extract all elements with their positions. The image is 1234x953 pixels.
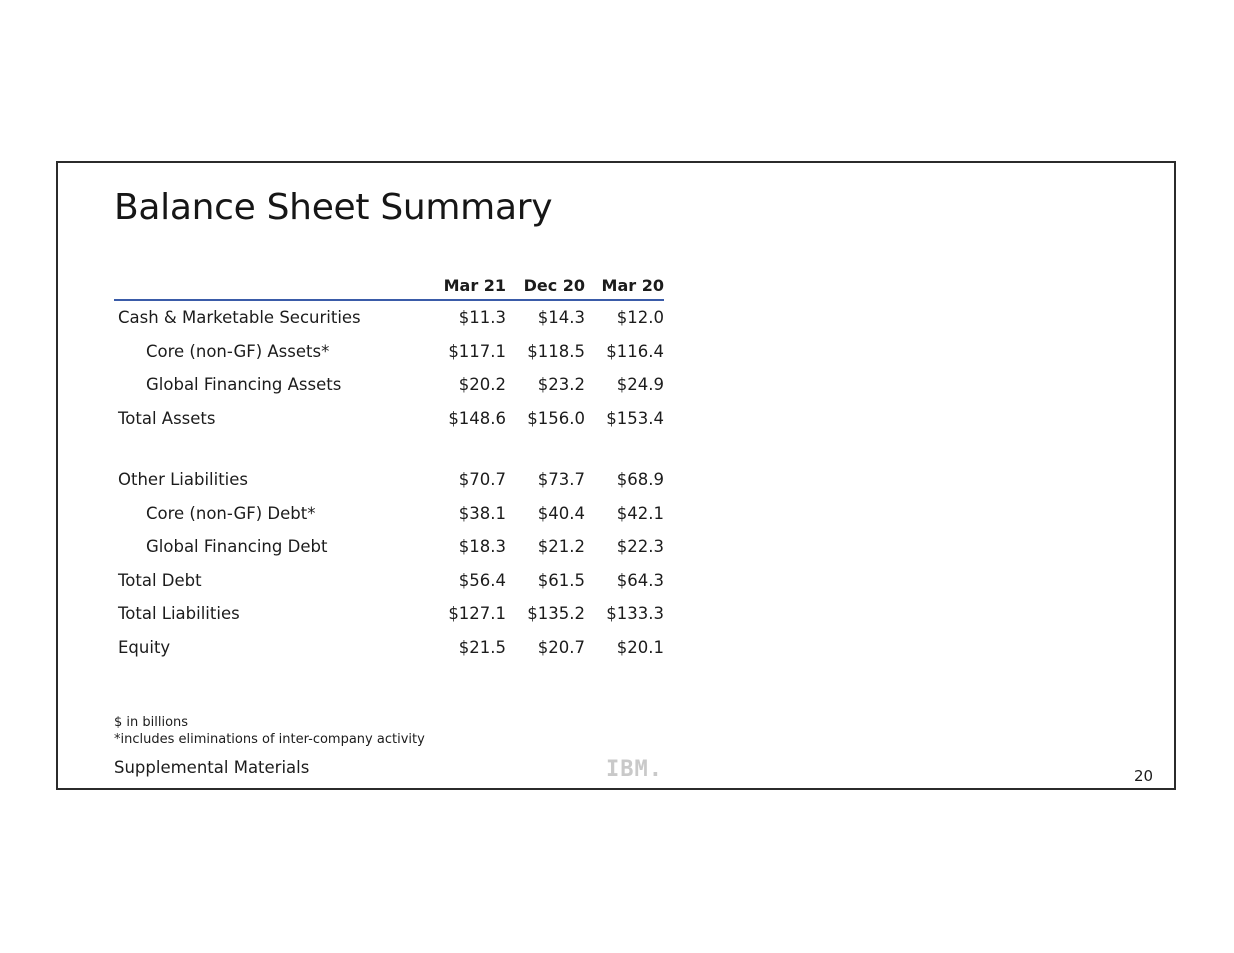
footnote-units: $ in billions [114,715,189,730]
cell-value: $42.1 [616,503,664,523]
cell-value: $11.3 [458,308,507,328]
balance-sheet-table [114,273,664,664]
table-row [114,497,664,531]
row-label-header [114,273,427,300]
column-header-dec20: Dec 20 [506,273,585,300]
cell-value: $156.0 [527,408,586,428]
cell-value: $18.3 [458,537,507,557]
table-row [114,402,664,436]
row-label: Total Liabilities [118,604,240,624]
row-label: Other Liabilities [118,470,249,490]
cell-value: $22.3 [616,537,664,557]
cell-value: $73.7 [537,470,586,490]
cell-value: $24.9 [616,375,664,395]
cell-value: $61.5 [537,570,586,590]
table-row [114,463,664,497]
cell-value: $38.1 [458,503,507,523]
cell-value: $68.9 [616,470,664,490]
row-label: Global Financing Assets [146,375,342,395]
cell-value: $118.5 [527,341,586,361]
cell-value: $56.4 [458,570,507,590]
cell-value: $20.2 [458,375,507,395]
cell-value: $127.1 [448,604,507,624]
footnote-eliminations: *includes eliminations of inter-company activity [114,732,425,747]
table-header-row [114,273,664,300]
cell-value: $135.2 [527,604,586,624]
slide-title: Balance Sheet Summary [114,187,553,228]
cell-value: $64.3 [616,570,664,590]
cell-value: $153.4 [606,408,664,428]
footnotes [114,714,425,748]
cell-value: $40.4 [537,503,586,523]
table-row [114,368,664,402]
table-row [114,631,664,665]
cell-value: $116.4 [606,341,664,361]
cell-value: $20.7 [537,637,586,657]
table-row [114,564,664,598]
cell-value: $12.0 [616,308,664,328]
cell-value: $14.3 [537,308,586,328]
row-label: Total Debt [118,570,202,590]
row-label: Total Assets [118,408,216,428]
ibm-logo: IBM. [606,757,663,782]
row-label: Cash & Marketable Securities [118,308,361,328]
cell-value: $148.6 [448,408,507,428]
cell-value: $23.2 [537,375,586,395]
column-header-mar20: Mar 20 [585,273,664,300]
table-spacer-row [114,435,664,463]
row-label: Core (non-GF) Assets* [146,341,330,361]
page-number: 20 [1134,767,1154,785]
cell-value: $20.1 [616,637,664,657]
table-row [114,597,664,631]
row-label: Equity [118,637,171,657]
table-row [114,300,664,335]
cell-value: $133.3 [606,604,664,624]
cell-value: $117.1 [448,341,507,361]
cell-value: $21.5 [458,637,507,657]
slide [56,161,1176,790]
table-row [114,530,664,564]
footer-label: Supplemental Materials [114,758,310,777]
cell-value: $21.2 [537,537,586,557]
row-label: Core (non-GF) Debt* [146,503,316,523]
cell-value: $70.7 [458,470,507,490]
row-label: Global Financing Debt [146,537,328,557]
column-header-mar21: Mar 21 [427,273,506,300]
table-row [114,335,664,369]
